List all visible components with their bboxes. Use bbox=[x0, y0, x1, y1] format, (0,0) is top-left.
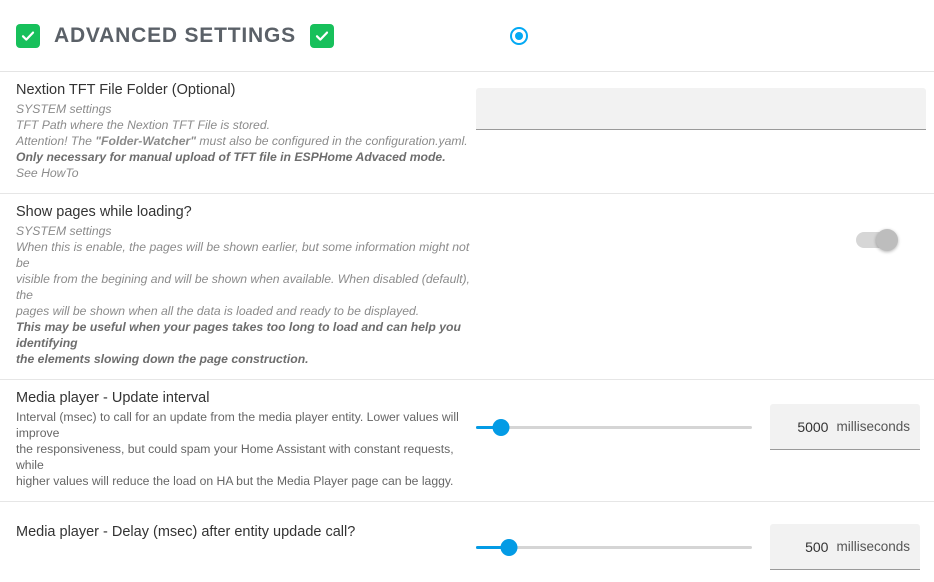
media-delay-slider[interactable] bbox=[476, 546, 752, 549]
setting-description bbox=[16, 223, 476, 367]
setting-title: Nextion TFT File Folder (Optional) bbox=[16, 82, 236, 98]
media-update-interval-slider[interactable] bbox=[476, 426, 752, 429]
setting-text-block bbox=[16, 82, 476, 181]
radio-dot-icon bbox=[515, 32, 523, 40]
media-update-interval-unit: milliseconds bbox=[836, 419, 910, 434]
setting-text-block bbox=[16, 524, 476, 543]
slider-thumb[interactable] bbox=[501, 539, 518, 556]
setting-row-media-update-interval bbox=[0, 380, 934, 502]
setting-control-area bbox=[476, 524, 920, 570]
header-right-checkbox[interactable] bbox=[310, 24, 334, 48]
desc-line: SYSTEM settings bbox=[16, 102, 112, 116]
setting-row-show-pages-while-loading bbox=[0, 194, 934, 380]
header-radio-wrap bbox=[510, 27, 528, 45]
setting-description bbox=[16, 409, 476, 489]
setting-row-tft-folder bbox=[0, 72, 934, 194]
tft-folder-input[interactable] bbox=[476, 88, 926, 130]
desc-line: TFT Path where the Nextion TFT File is stored. bbox=[16, 118, 270, 132]
desc-line: higher values will reduce the load on HA but the Media Player page can be laggy. bbox=[16, 474, 454, 488]
desc-line: Interval (msec) to call for an update from the media player entity. Lower values will improve bbox=[16, 410, 459, 440]
setting-title: Media player - Update interval bbox=[16, 390, 210, 406]
header-left-checkbox[interactable] bbox=[16, 24, 40, 48]
desc-line-strong: the elements slowing down the page construction. bbox=[16, 352, 309, 366]
media-update-interval-value-group[interactable] bbox=[770, 404, 920, 450]
media-delay-value[interactable]: 500 bbox=[805, 538, 829, 555]
setting-text-block bbox=[16, 204, 476, 367]
media-delay-value-group[interactable] bbox=[770, 524, 920, 570]
desc-line-strong: This may be useful when your pages takes too long to load and can help you identifying bbox=[16, 320, 461, 350]
checkmark-icon bbox=[314, 28, 330, 44]
setting-control-area bbox=[476, 204, 918, 248]
desc-line: SYSTEM settings bbox=[16, 224, 112, 238]
setting-description bbox=[16, 101, 476, 181]
setting-title: Show pages while loading? bbox=[16, 204, 192, 220]
media-delay-unit: milliseconds bbox=[836, 539, 910, 554]
setting-row-media-delay bbox=[0, 502, 934, 582]
desc-line: the responsiveness, but could spam your Home Assistant with constant requests, while bbox=[16, 442, 454, 472]
desc-line: Attention! The "Folder-Watcher" must also be configured in the configuration.yaml. bbox=[16, 134, 468, 148]
desc-line-howto[interactable]: See HowTo bbox=[16, 166, 79, 180]
show-pages-toggle[interactable] bbox=[856, 232, 896, 248]
desc-line-strong: Only necessary for manual upload of TFT file in ESPHome Advaced mode. bbox=[16, 150, 446, 164]
setting-text-block bbox=[16, 390, 476, 489]
checkmark-icon bbox=[20, 28, 36, 44]
page-title: ADVANCED SETTINGS bbox=[54, 23, 296, 47]
header-radio-button[interactable] bbox=[510, 27, 528, 45]
slider-thumb[interactable] bbox=[492, 419, 509, 436]
setting-control-area bbox=[476, 390, 920, 450]
page-header bbox=[0, 0, 934, 72]
desc-line: visible from the begining and will be shown when available. When disabled (default), the bbox=[16, 272, 470, 302]
toggle-knob bbox=[876, 229, 898, 251]
media-update-interval-value[interactable]: 5000 bbox=[797, 418, 829, 435]
desc-line: When this is enable, the pages will be shown earlier, but some information might not be bbox=[16, 240, 470, 270]
setting-title: Media player - Delay (msec) after entity updade call? bbox=[16, 524, 356, 540]
setting-control-area bbox=[476, 82, 926, 130]
desc-line: pages will be shown when all the data is loaded and ready to be displayed. bbox=[16, 304, 420, 318]
